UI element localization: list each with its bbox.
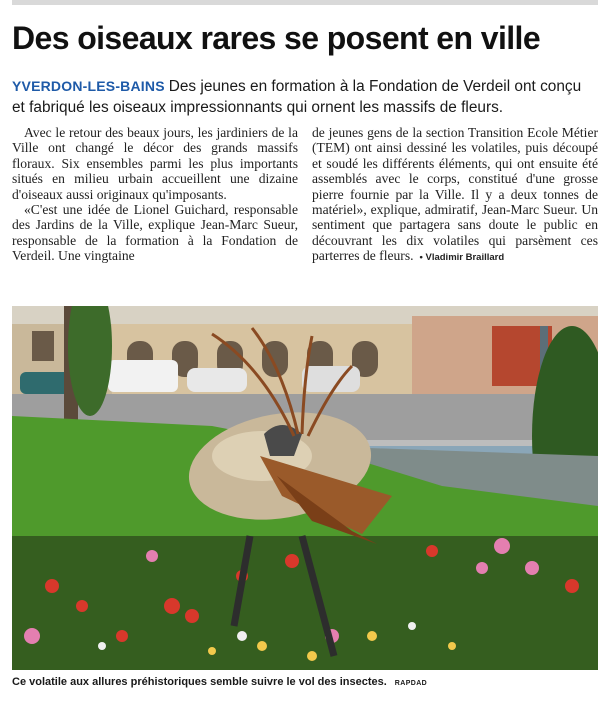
paragraph-2-start: «C'est une idée de Lionel Guichard, responsable des Jardins de la Ville, explique Jean-Marc Sueur, responsable de la formation à la Fondation de Verdeil. Une vingtaine — [12, 202, 298, 264]
kicker: YVERDON-LES-BAINS — [12, 78, 165, 94]
lede-text: Des jeunes en formation à la Fondation de Verdeil ont conçu et fabriqué les oiseaux impressionnants qui ornent les massifs de fleurs. — [12, 78, 582, 116]
photo-credit: RAPDAD — [394, 680, 428, 687]
headline: Des oiseaux rares se posent en ville — [12, 20, 541, 56]
article-photo — [12, 306, 598, 670]
article-column-right — [312, 125, 598, 266]
byline: • Vladimir Braillard — [419, 252, 505, 264]
article-body — [12, 125, 598, 266]
paragraph-2-continued: de jeunes gens de la section Transition Ecole Métier (TEM) ont ainsi dessiné les volatiles, puis découpé et soudé les différents éléments, qui ont ensuite été assemblés avec le corps, constitué d'une grosse pierre fournie par la Ville. Il y a deux tonnes de matériel», explique, admiratif, Jean-Marc Sueur. Un sentiment que partagera sans doute le public en découvrant les dix volatiles qui parsèment ces parterres de fleurs. • Vladimir Braillard — [312, 125, 598, 264]
photo-caption — [12, 676, 598, 688]
article-column-left — [12, 125, 298, 266]
caption-text: Ce volatile aux allures préhistoriques semble suivre le vol des insectes. — [12, 676, 387, 688]
lede — [12, 76, 598, 118]
paragraph-1: Avec le retour des beaux jours, les jardiniers de la Ville ont changé le décor des grands massifs floraux. Six ensembles parmi les plus importants situés en milieu urbain accueillent une dizaine d'oiseaux aussi originaux qu'imposants. — [12, 125, 298, 202]
top-rule — [12, 0, 598, 5]
